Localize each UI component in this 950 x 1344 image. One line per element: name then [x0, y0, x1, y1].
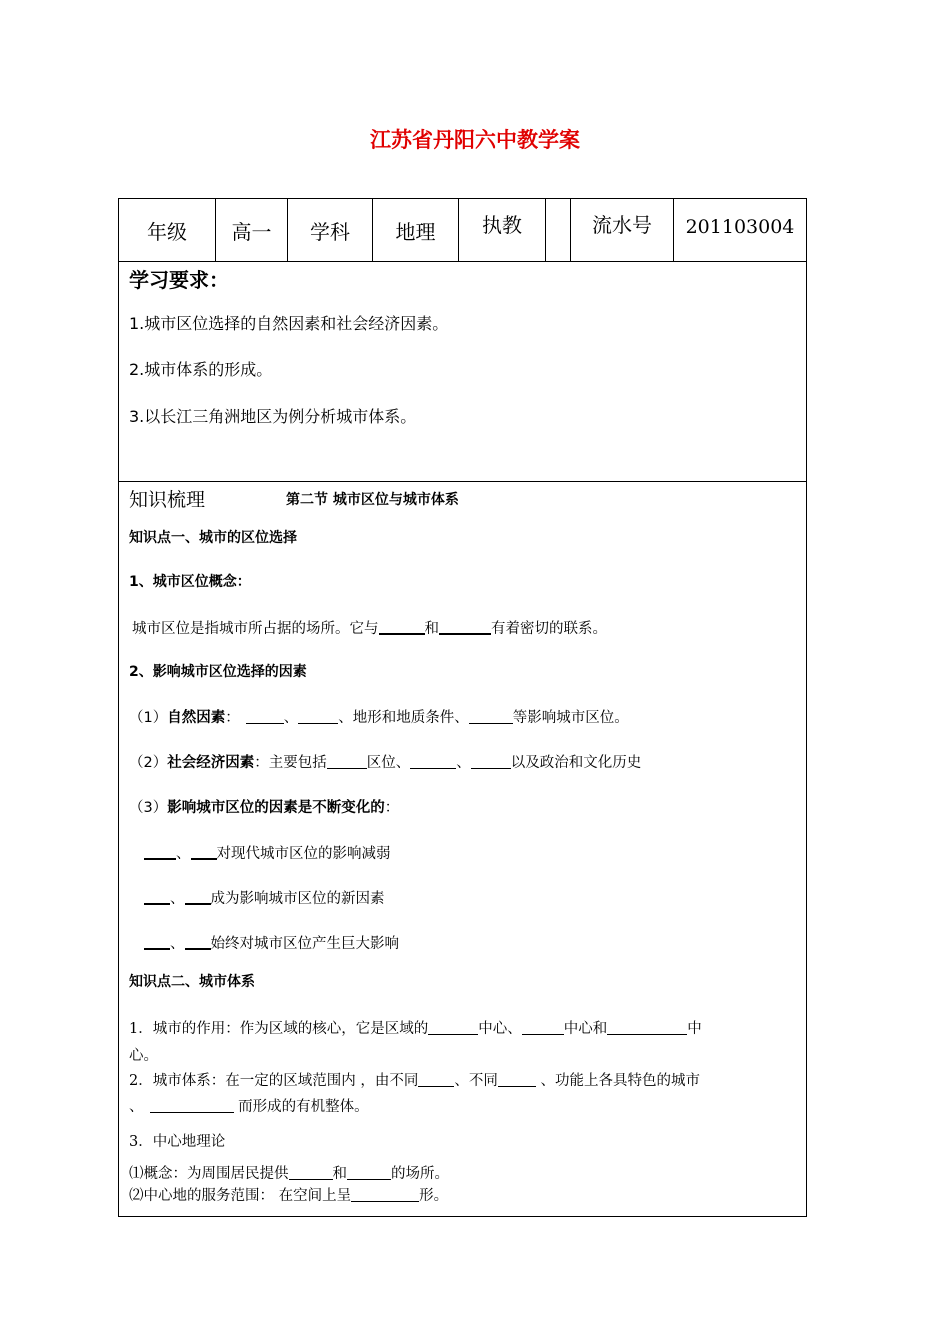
requirement-number: 3.: [129, 407, 145, 426]
factor-text: 、地形和地质条件、: [338, 710, 469, 726]
fill-blank[interactable]: [379, 619, 425, 635]
body-text: 中心、: [478, 1021, 522, 1037]
factor-text: ：: [225, 710, 240, 726]
point1-sub2: 2、影响城市区位选择的因素: [129, 664, 307, 680]
change-text: 成为影响城市区位的新因素: [210, 891, 385, 907]
fill-blank[interactable]: [185, 934, 211, 950]
teacher-label: 执教: [482, 213, 522, 237]
factor-number: （2）: [129, 755, 168, 771]
fill-blank[interactable]: [428, 1020, 478, 1035]
fill-blank[interactable]: [150, 1098, 234, 1113]
fill-blank[interactable]: [298, 709, 338, 724]
body-text: ⑵中心地的服务范围： 在空间上呈: [129, 1188, 352, 1204]
fill-blank[interactable]: [246, 709, 284, 724]
fill-blank[interactable]: [185, 889, 211, 905]
factor-economic-line: [129, 751, 641, 772]
subject-label-cell: [288, 199, 373, 261]
body-text: 、: [129, 1099, 144, 1115]
factor-text: 以及政治和文化历史: [510, 755, 642, 771]
body-text: 、不同: [454, 1073, 498, 1089]
point1-sub1: 1、城市区位概念：: [129, 574, 251, 590]
body-text: 、功能上各具特色的城市: [535, 1073, 700, 1089]
requirement-text: 城市体系的形成。: [144, 360, 273, 379]
fill-blank[interactable]: [144, 934, 170, 950]
requirements-title: 学习要求：: [129, 268, 229, 292]
body-text: 而形成的有机整体。: [233, 1099, 369, 1115]
factor-text: 、: [456, 755, 471, 771]
change-text: 、: [170, 891, 185, 907]
change-line: [144, 842, 391, 863]
teacher-value-cell: [546, 199, 571, 261]
serial-label-cell: [571, 199, 674, 261]
grade-label: 年级: [147, 220, 187, 244]
fill-blank[interactable]: [351, 1187, 419, 1202]
factor-text: 等影响城市区位。: [512, 710, 629, 726]
body-text: 1．城市的作用：作为区域的核心，它是区域的: [129, 1021, 429, 1037]
factor-text: ：主要包括: [254, 755, 327, 771]
change-line: [144, 932, 399, 953]
central-place-concept: [129, 1162, 449, 1183]
factor-heading: 自然因素: [167, 710, 226, 726]
fill-blank[interactable]: [289, 1165, 333, 1180]
body-text: 形。: [419, 1188, 449, 1204]
body-text: 中心和: [563, 1021, 608, 1037]
factor-heading: 社会经济因素: [167, 755, 255, 771]
fill-blank[interactable]: [418, 1072, 454, 1087]
fill-blank[interactable]: [522, 1020, 564, 1035]
change-line: [144, 887, 385, 908]
grade-label-cell: [119, 199, 216, 261]
body-text: 和: [332, 1166, 347, 1182]
fill-blank[interactable]: [327, 754, 367, 769]
fill-blank[interactable]: [191, 844, 217, 860]
requirement-number: 2.: [129, 360, 145, 379]
change-text: 对现代城市区位的影响减弱: [216, 846, 391, 862]
body-text: 中: [687, 1021, 702, 1037]
document-title: 江苏省丹阳六中教学案: [370, 128, 580, 152]
subject-value: 地理: [395, 220, 436, 244]
section-title: 第二节 城市区位与城市体系: [286, 492, 459, 508]
city-system-line-cont: [129, 1095, 369, 1116]
lesson-table: [118, 198, 807, 1217]
concept-line: [132, 617, 607, 638]
factor-text: 区位、: [366, 755, 411, 771]
header-row: [119, 199, 806, 262]
factor-changing-line: [129, 796, 399, 817]
requirement-item: [129, 311, 448, 334]
fill-blank[interactable]: [410, 754, 456, 769]
factor-text: 、: [283, 710, 299, 726]
fill-blank[interactable]: [607, 1020, 687, 1035]
fill-blank[interactable]: [144, 844, 176, 860]
factor-text: ：: [384, 800, 400, 816]
city-role-line: [129, 1017, 702, 1038]
fill-blank[interactable]: [144, 889, 170, 905]
factor-number: （3）: [129, 800, 168, 816]
serial-value-cell: [674, 199, 806, 261]
body-text: 的场所。: [391, 1166, 449, 1182]
factor-natural-line: [129, 706, 629, 727]
fill-blank[interactable]: [498, 1072, 536, 1087]
point1-title: 知识点一、城市的区位选择: [129, 530, 297, 546]
change-text: 始终对城市区位产生巨大影响: [210, 936, 399, 952]
requirement-text: 城市区位选择的自然因素和社会经济因素。: [144, 314, 449, 333]
requirements-section: [119, 261, 806, 482]
body-text: ⑴概念：为周围居民提供: [129, 1166, 289, 1182]
factor-heading: 影响城市区位的因素是不断变化的: [167, 800, 385, 816]
fill-blank[interactable]: [471, 754, 511, 769]
central-place-title: 3．中心地理论: [129, 1134, 226, 1150]
grade-value-cell: [216, 199, 288, 261]
requirement-item: [129, 357, 272, 380]
subject-value-cell: [373, 199, 459, 261]
concept-text: 和: [424, 621, 439, 637]
factor-number: （1）: [129, 710, 168, 726]
teacher-label-cell: [459, 199, 546, 261]
requirement-item: [129, 404, 416, 427]
fill-blank[interactable]: [439, 619, 491, 635]
change-text: 、: [170, 936, 185, 952]
fill-blank[interactable]: [347, 1165, 391, 1180]
fill-blank[interactable]: [469, 709, 513, 724]
central-place-range: [129, 1184, 448, 1205]
knowledge-label: 知识梳理: [129, 489, 206, 511]
requirement-number: 1.: [129, 314, 145, 333]
body-text: 2．城市体系：在一定的区域范围内 ，由不同: [129, 1073, 419, 1089]
point2-title: 知识点二、城市体系: [129, 974, 255, 990]
city-role-line-cont: 心。: [129, 1048, 158, 1064]
grade-value: 高一: [231, 220, 272, 244]
concept-text: 有着密切的联系。: [491, 621, 607, 637]
requirement-text: 以长江三角洲地区为例分析城市体系。: [144, 407, 417, 426]
serial-label: 流水号: [592, 213, 652, 237]
city-system-line: [129, 1069, 700, 1090]
subject-label: 学科: [310, 220, 350, 244]
serial-value: 201103004: [685, 216, 795, 238]
concept-text: 城市区位是指城市所占据的场所。它与: [132, 621, 379, 637]
change-text: 、: [176, 846, 191, 862]
